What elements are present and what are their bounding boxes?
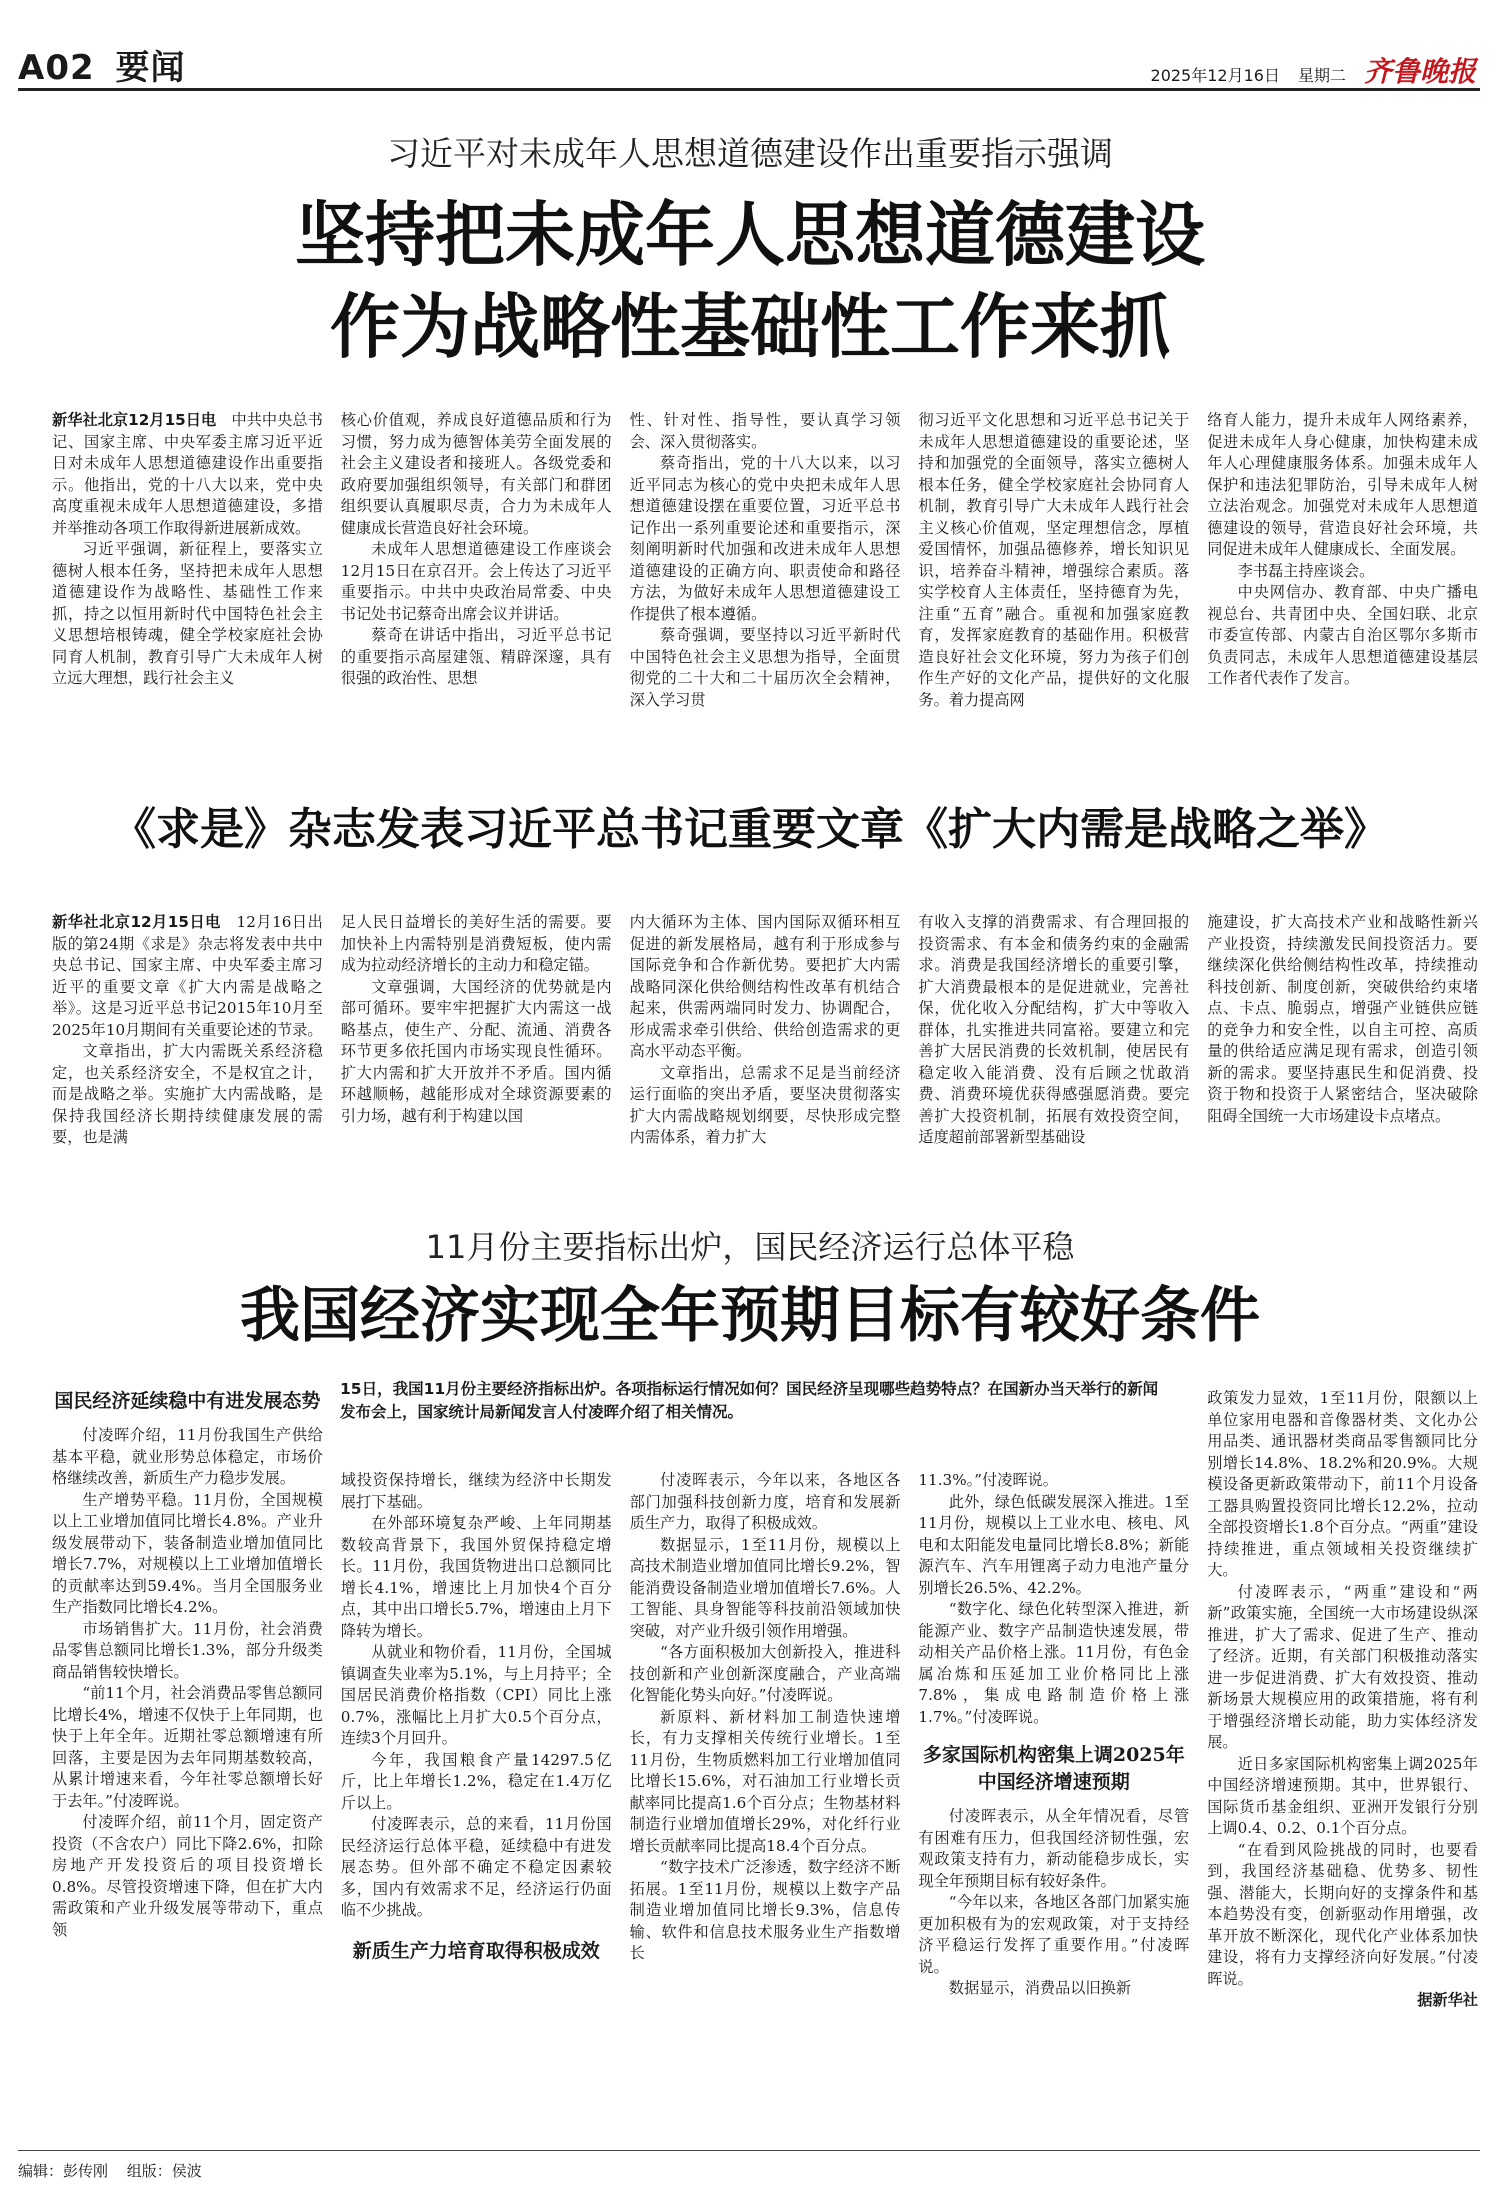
article1-paragraph: 未成年人思想道德建设工作座谈会12月15日在京召开。会上传达了习近平重要指示。中共中央政治局常委、中央书记处书记蔡奇出席会议并讲话。 <box>340 540 612 623</box>
article1-paragraph: 彻习近平文化思想和习近平总书记关于未成年人思想道德建设的重要论述，坚持和加强党的全面领导，落实立德树人根本任务，健全学校家庭社会协同育人机制，教育引导广大未成年人践行社会主义核心价值观，坚定理想信念，厚植爱国情怀，加强品德修养，增长知识见识，培养奋斗精神，增强综合素质。落实学校育人主体责任，坚持德育为先，注重“五育”融合。重视和加强家庭教育，发挥家庭教育的基础作用。积极营造良好社会文化环境，努力为孩子们创作生产好的文化产品，提供好的文化服务。着力提高网 <box>918 411 1190 709</box>
article3-credit: 据新华社 <box>1417 1991 1478 2009</box>
article1-col-1 <box>52 410 323 780</box>
article2-paragraph: 施建设，扩大高技术产业和战略性新兴产业投资，持续激发民间投资活力。要继续深化供给侧结构性改革，持续推动科技创新、制度创新，突破供给约束堵点、卡点、脆弱点，增强产业链供应链的竞争力和安全性，以自主可控、高质量的供给适应满足现有需求，创造引领新的需求。要坚持惠民生和促消费、投资于物和投资于人紧密结合，坚决破除阻碍全国统一大市场建设卡点堵点。 <box>1207 913 1478 1125</box>
article2-paragraph: 文章强调，大国经济的优势就是内部可循环。要牢牢把握扩大内需这一战略基点，使生产、分配、流通、消费各环节更多依托国内市场实现良性循环。扩大内需和扩大开放并不矛盾。国内循环越顺畅，越能形成对全球资源要素的引力场，越有利于构建以国 <box>340 977 612 1125</box>
page-code: A02 <box>18 48 95 88</box>
article3-paragraph: “前11个月，社会消费品零售总额同比增长4%，增速不仅快于上年同期，也快于上年全年。近期社零总额增速有所回落，主要是因为去年同期基数较高，从累计增速来看，今年社零总额增长好于去年。”付凌晖说。 <box>52 1684 323 1810</box>
footer-rule <box>18 2150 1480 2151</box>
article2-paragraph: 文章指出，扩大内需既关系经济稳定，也关系经济安全，不是权宜之计，而是战略之举。实施扩大内需战略，是保持我国经济长期持续健康发展的需要，也是满 <box>52 1042 323 1146</box>
article2-col-3 <box>630 912 901 1194</box>
article2-headline: 《求是》杂志发表习近平总书记重要文章《扩大内需是战略之举》 <box>112 804 1388 855</box>
article1-paragraph: 李书磊主持座谈会。 <box>1237 561 1375 580</box>
article3-paragraph: 11.3%。”付凌晖说。 <box>918 1471 1058 1489</box>
page-section-label <box>18 40 185 89</box>
article3-body <box>52 1388 1478 2148</box>
article3-paragraph: 政策发力显效，1至11月份，限额以上单位家用电器和音像器材类、文化办公用品类、通讯器材类商品零售额同比分别增长14.8%、18.2%和20.9%。大规模设备更新政策带动下，前11个月设备工器具购置投资同比增长12.2%，拉动全部投资增长1.8个百分点。“两重”建设持续推进，重点领域相关投资继续扩大。 <box>1207 1389 1478 1579</box>
article2-paragraph: 有收入支撑的消费需求、有合理回报的投资需求、有本金和债务约束的金融需求。消费是我国经济增长的重要引擎，扩大消费最根本的是促进就业，完善社保，优化收入分配结构，扩大中等收入群体，扎实推进共同富裕。要建立和完善扩大居民消费的长效机制，使居民有稳定收入能消费、没有后顾之忧敢消费、消费环境优获得感强愿消费。要完善扩大投资机制，拓展有效投资空间，适度超前部署新型基础设 <box>918 913 1190 1146</box>
article3-paragraph: 付凌晖表示，今年以来，各地区各部门加强科技创新力度，培育和发展新质生产力，取得了积极成效。 <box>629 1471 901 1532</box>
article3-paragraph: 市场销售扩大。11月份，社会消费品零售总额同比增长1.3%，部分升级类商品销售较快增长。 <box>52 1619 323 1681</box>
article3-paragraph: 从就业和物价看，11月份，全国城镇调查失业率为5.1%，与上月持平；全国居民消费价格指数（CPI）同比上涨0.7%，涨幅比上月扩大0.5个百分点，连续3个月回升。 <box>340 1643 612 1747</box>
article3-paragraph: 付凌晖表示，总的来看，11月份国民经济运行总体平稳，延续稳中有进发展态势。但外部不确定不稳定因素较多，国内有效需求不足，经济运行仍面临不少挑战。 <box>340 1815 612 1919</box>
article3-col-1 <box>52 1388 323 2148</box>
article3-col-2 <box>341 1388 612 2148</box>
article1-paragraph: 蔡奇强调，要坚持以习近平新时代中国特色社会主义思想为指导，全面贯彻党的二十大和二十届历次全会精神，深入学习贯 <box>629 626 901 709</box>
newspaper-logo: 齐鲁晚报 <box>1363 55 1476 88</box>
article3-paragraph: “数字化、绿色化转型深入推进，新能源产业、数字产品制造快速发展，带动相关产品价格上涨。11月份，有色金属冶炼和压延加工业价格同比上涨7.8%，集成电路制造价格上涨1.7%。”付凌晖说。 <box>918 1600 1190 1726</box>
article2-col-2 <box>341 912 612 1194</box>
article2-paragraph: 12月16日出版的第24期《求是》杂志将发表中共中央总书记、国家主席、中央军委主席习近平的重要文章《扩大内需是战略之举》。这是习近平总书记2015年10月至2025年10月期间有关重要论述的节录。 <box>52 913 323 1039</box>
article3-paragraph: “今年以来，各地区各部门加紧实施更加积极有为的宏观政策，对于支持经济平稳运行发挥了重要作用。”付凌晖说。 <box>918 1893 1190 1976</box>
article3-paragraph: 在外部环境复杂严峻、上年同期基数较高背景下，我国外贸保持稳定增长。11月份，我国货物进出口总额同比增长4.1%，增速比上月加快4个百分点，其中出口增长5.7%，增速由上月下降转为增长。 <box>340 1514 612 1640</box>
article1-paragraph: 络育人能力，提升未成年人网络素养，促进未成年人身心健康，加快构建未成年人心理健康服务体系。加强未成年人保护和违法犯罪防治，引导未成年人树立法治观念。加强党对未成年人思想道德建设的领导，营造良好社会环境，共同促进未成年人健康成长、全面发展。 <box>1207 411 1478 558</box>
article3-paragraph: “在看到风险挑战的同时，也要看到，我国经济基础稳、优势多、韧性强、潜能大，长期向好的支撑条件和基本趋势没有变，创新驱动作用增强，改革开放不断深化，现代化产业体系加快建设，将有力支撑经济向好发展。”付凌晖说。 <box>1207 1840 1478 1988</box>
article1-col-4 <box>918 410 1189 780</box>
article1-headline-line2: 作为战略性基础性工作来抓 <box>330 285 1170 368</box>
article1-paragraph: 性、针对性、指导性，要认真学习领会、深入贯彻落实。 <box>629 411 901 451</box>
article3-paragraph: “数字技术广泛渗透，数字经济不断拓展。1至11月份，规模以上数字产品制造业增加值同比增长9.3%，信息传输、软件和信息技术服务业生产指数增长 <box>629 1858 901 1962</box>
editor-credit: 编辑：彭传刚 <box>18 2162 109 2180</box>
article3-subhead-1: 国民经济延续稳中有进发展态势 <box>54 1390 321 1412</box>
article2-body <box>52 912 1478 1194</box>
article3-col-3 <box>630 1388 901 2148</box>
article3-paragraph: “各方面积极加大创新投入，推进科技创新和产业创新深度融合，产业高端化智能化势头向好。”付凌晖说。 <box>629 1643 901 1704</box>
article3-headline: 我国经济实现全年预期目标有较好条件 <box>240 1281 1260 1351</box>
article3-col-5 <box>1207 1388 1478 2148</box>
article3-subhead-3: 多家国际机构密集上调2025年中国经济增速预期 <box>922 1744 1185 1793</box>
section-name: 要闻 <box>115 48 186 88</box>
issue-weekday: 星期二 <box>1297 66 1346 85</box>
masthead-info <box>1151 50 1476 90</box>
article1-kicker: 习近平对未成年人思想道德建设作出重要指示强调 <box>387 134 1113 173</box>
article3-paragraph: 付凌晖表示，从全年情况看，尽管有困难有压力，但我国经济韧性强，宏观政策支持有力，新动能稳步成长，实现全年预期目标有较好条件。 <box>918 1807 1190 1890</box>
article3-intro-text: 15日，我国11月份主要经济指标出炉。各项指标运行情况如何？国民经济呈现哪些趋势特点？在国新办当天举行的新闻发布会上，国家统计局新闻发言人付凌晖介绍了相关情况。 <box>340 1380 1159 1421</box>
article1-body <box>52 410 1478 780</box>
article1-col-5 <box>1207 410 1478 780</box>
article3-paragraph: 数据显示，1至11月份，规模以上高技术制造业增加值同比增长9.2%，智能消费设备制造业增加值增长7.6%。人工智能、具身智能等科技前沿领域加快突破，对产业升级引领作用增强。 <box>629 1535 901 1640</box>
article1-paragraph: 蔡奇指出，党的十八大以来，以习近平同志为核心的党中央把未成年人思想道德建设摆在重要位置，习近平总书记作出一系列重要论述和重要指示，深刻阐明新时代加强和改进未成年人思想道德建设的正确方向、职责使命和路径方法，为做好未成年人思想道德建设工作提供了根本遵循。 <box>629 454 901 623</box>
article1-paragraph: 蔡奇在讲话中指出，习近平总书记的重要指示高屋建瓴、精辟深邃，具有很强的政治性、思想 <box>340 626 612 687</box>
header-rule <box>18 88 1480 91</box>
article1-headline-line1: 坚持把未成年人思想道德建设 <box>295 193 1205 276</box>
article3-paragraph: 今年，我国粮食产量14297.5亿斤，比上年增长1.2%，稳定在1.4万亿斤以上。 <box>340 1750 612 1812</box>
article3-paragraph: 数据显示，消费品以旧换新 <box>948 1979 1132 1997</box>
article3-paragraph: 生产增势平稳。11月份，全国规模以上工业增加值同比增长4.8%。产业升级发展带动下，装备制造业增加值同比增长7.7%，对规模以上工业增加值增长的贡献率达到59.4%。当月全国服务业生产指数同比增长4.2%。 <box>52 1490 323 1616</box>
article3-subhead-2: 新质生产力培育取得积极成效 <box>352 1939 600 1962</box>
article2-col-1 <box>52 912 323 1194</box>
article1-col-2 <box>341 410 612 780</box>
article1-paragraph: 核心价值观，养成良好道德品质和行为习惯，努力成为德智体美劳全面发展的社会主义建设者和接班人。各级党委和政府要加强组织领导，有关部门和群团组织要认真履职尽责，合力为未成年人健康成长营造良好社会环境。 <box>340 411 612 537</box>
article2-dateline: 新华社北京12月15日电 <box>52 913 221 931</box>
article2-paragraph: 足人民日益增长的美好生活的需要。要加快补上内需特别是消费短板，使内需成为拉动经济增长的主动力和稳定锚。 <box>340 913 612 974</box>
layout-credit: 组版：侯波 <box>126 2162 202 2180</box>
issue-date: 2025年12月16日 <box>1150 66 1280 85</box>
article3-col-4 <box>918 1388 1189 2148</box>
footer-credits <box>18 2160 202 2181</box>
article3-paragraph: 新原料、新材料加工制造快速增长，有力支撑相关传统行业增长。1至11月份，生物质燃料加工行业增加值同比增长15.6%，对石油加工行业增长贡献率同比提高1.6个百分点；生物基材料制造行业增加值增长29%，对化纤行业增长贡献率同比提高18.4个百分点。 <box>629 1707 901 1855</box>
article3-paragraph: 此外，绿色低碳发展深入推进。1至11月份，规模以上工业水电、核电、风电和太阳能发电量同比增长8.8%；新能源汽车、汽车用锂离子动力电池产量分别增长26.5%、42.2%。 <box>918 1492 1190 1597</box>
article1-paragraph: 习近平强调，新征程上，要落实立德树人根本任务，坚持把未成年人思想道德建设作为战略性、基础性工作来抓，持之以恒用新时代中国特色社会主义思想培根铸魂，健全学校家庭社会协同育人机制，教育引导广大未成年人树立远大理想，践行社会主义 <box>52 540 323 687</box>
article3-paragraph: 域投资保持增长，继续为经济中长期发展打下基础。 <box>340 1471 612 1511</box>
article3-paragraph: 付凌晖介绍，前11个月，固定资产投资（不含农户）同比下降2.6%，扣除房地产开发投资后的项目投资增长0.8%。尽管投资增速下降，但在扩大内需政策和产业升级发展等带动下，重点领 <box>52 1813 323 1939</box>
article3-kicker: 11月份主要指标出炉，国民经济运行总体平稳 <box>425 1228 1075 1266</box>
article3-paragraph: 付凌晖表示，“两重”建设和“两新”政策实施，全国统一大市场建设纵深推进，扩大了需求、促进了生产、推动了经济。近期，有关部门积极推动落实进一步促进消费、扩大有效投资、推动新场景大规模应用的政策措施，将有利于增强经济增长动能，助力实体经济发展。 <box>1207 1582 1478 1751</box>
article2-col-4 <box>918 912 1189 1194</box>
article1-paragraph: 中共中央总书记、国家主席、中央军委主席习近平近日对未成年人思想道德建设作出重要指示。他指出，党的十八大以来，党中央高度重视未成年人思想道德建设，多措并举推动各项工作取得新进展新成效。 <box>52 411 323 537</box>
article1-paragraph: 中央网信办、教育部、中央广播电视总台、共青团中央、全国妇联、北京市委宣传部、内蒙古自治区鄂尔多斯市负责同志，未成年人思想道德建设基层工作者代表作了发言。 <box>1207 583 1478 687</box>
article2-paragraph: 文章指出，总需求不足是当前经济运行面临的突出矛盾，要坚决贯彻落实扩大内需战略规划纲要，尽快形成完整内需体系，着力扩大 <box>629 1063 901 1146</box>
article3-paragraph: 付凌晖介绍，11月份我国生产供给基本平稳，就业形势总体稳定，市场价格继续改善，新质生产力稳步发展。 <box>52 1426 323 1487</box>
article2-paragraph: 内大循环为主体、国内国际双循环相互促进的新发展格局，越有利于形成参与国际竞争和合作新优势。要把扩大内需战略同深化供给侧结构性改革有机结合起来，供需两端同时发力、协调配合，形成需求牵引供给、供给创造需求的更高水平动态平衡。 <box>629 913 901 1060</box>
article2-col-5 <box>1207 912 1478 1194</box>
article1-dateline: 新华社北京12月15日电 <box>52 411 217 429</box>
article3-paragraph: 近日多家国际机构密集上调2025年中国经济增速预期。其中，世界银行、国际货币基金组织、亚洲开发银行分别上调0.4、0.2、0.1个百分点。 <box>1207 1754 1478 1837</box>
article1-col-3 <box>630 410 901 780</box>
